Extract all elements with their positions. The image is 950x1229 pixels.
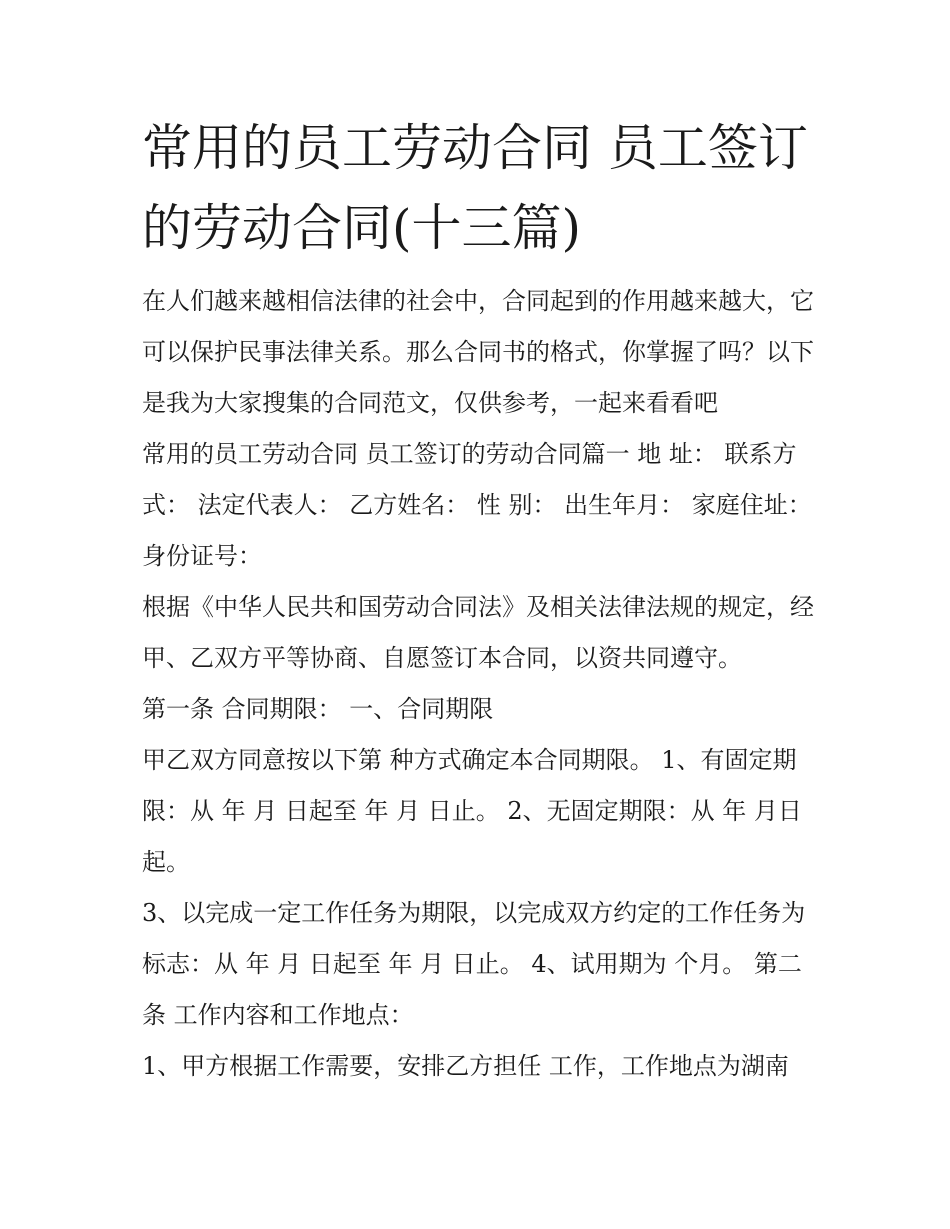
paragraph-intro: 在人们越来越相信法律的社会中，合同起到的作用越来越大，它可以保护民事法律关系。那么合同书的格式，你掌握了吗？以下是我为大家搜集的合同范文，仅供参考，一起来看看吧 bbox=[142, 287, 814, 417]
paragraph-legal-basis: 根据《中华人民共和国劳动合同法》及相关法律法规的规定，经甲、乙双方平等协商、自愿签订本合同，以资共同遵守。 bbox=[142, 593, 814, 672]
paragraph-article-one-heading: 第一条 合同期限： 一、合同期限 bbox=[142, 695, 494, 723]
paragraph-task-term: 3、以完成一定工作任务为期限，以完成双方约定的工作任务为标志：从 年 月 日起至 年 月 日止。 4、试用期为 个月。 第二条 工作内容和工作地点： bbox=[142, 899, 806, 1029]
paragraph-party-info: 常用的员工劳动合同 员工签订的劳动合同篇一 地 址： 联系方式： 法定代表人： 乙方姓名： 性 别： 出生年月： 家庭住址： 身份证号： bbox=[142, 440, 820, 570]
paragraph-work-content: 1、甲方根据工作需要，安排乙方担任 工作，工作地点为湖南 bbox=[142, 1052, 789, 1080]
document-body bbox=[142, 276, 822, 1092]
paragraph-contract-term: 甲乙双方同意按以下第 种方式确定本合同期限。 1、有固定期限：从 年 月 日起至 年 月 日止。 2、无固定期限：从 年 月日起。 bbox=[142, 746, 802, 876]
document-title: 常用的员工劳动合同 员工签订的劳动合同(十三篇) bbox=[142, 119, 808, 257]
